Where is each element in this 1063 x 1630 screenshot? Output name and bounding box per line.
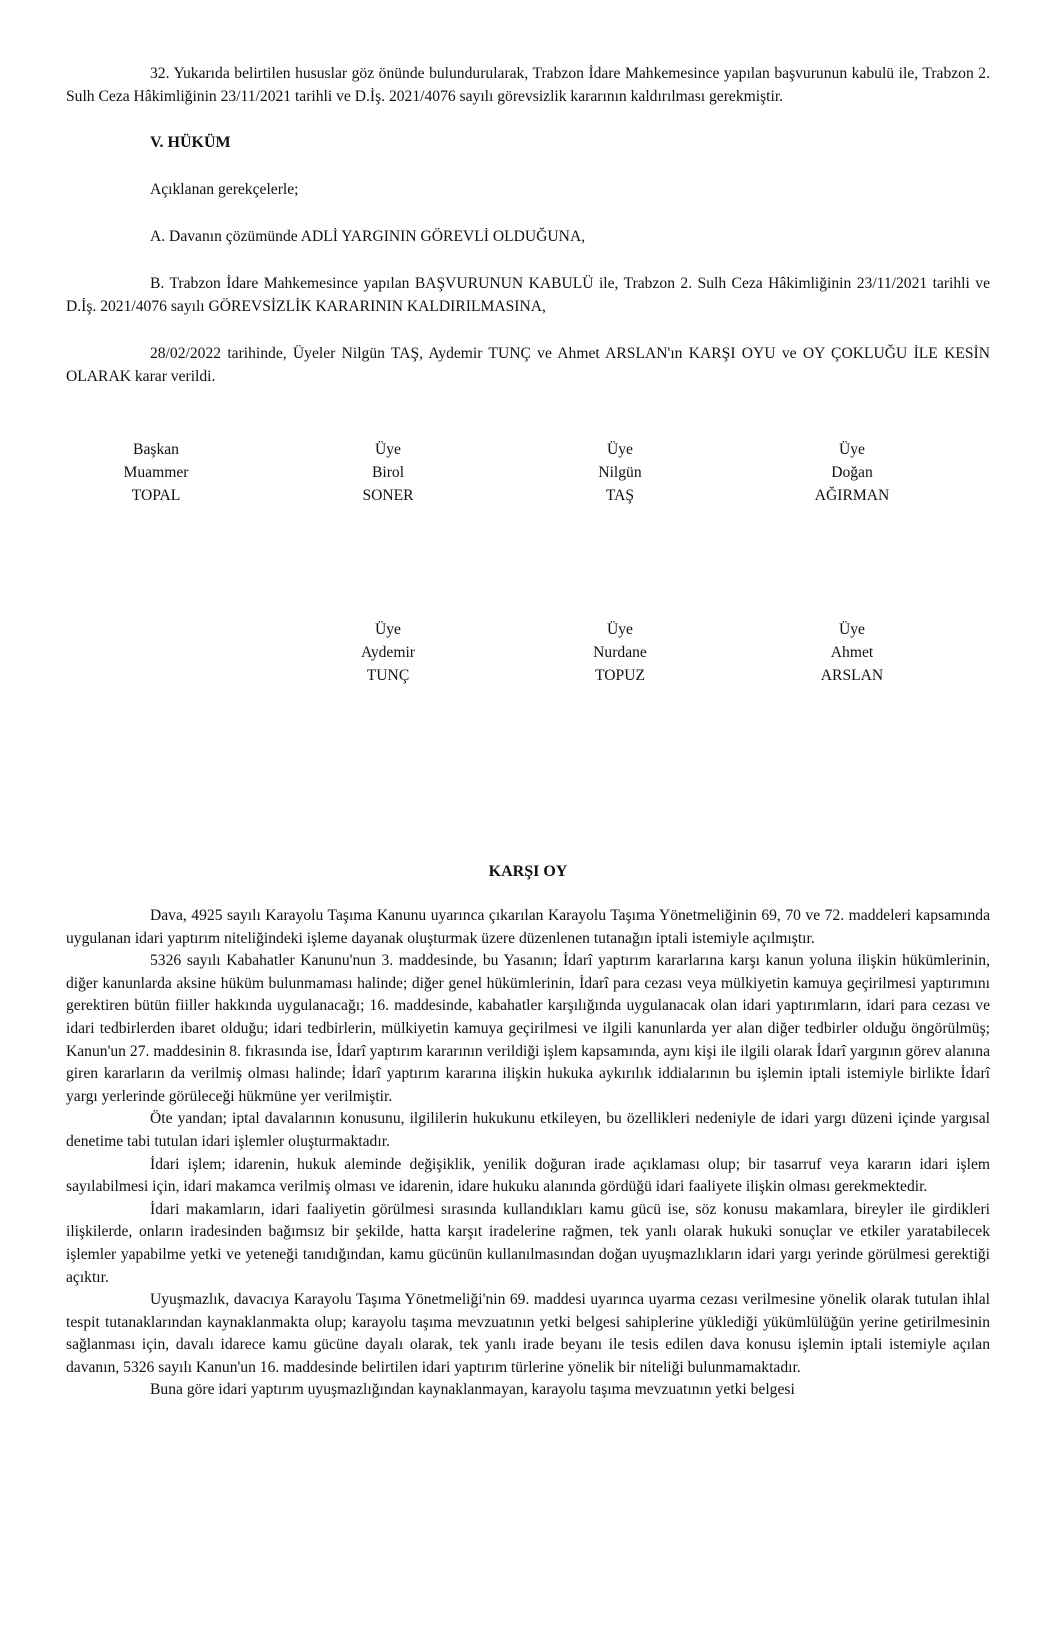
signature-last-name: AĞIRMAN	[814, 487, 890, 504]
hukum-item-a: A. Davanın çözümünde ADLİ YARGININ GÖREVLİ OLDUĞUNA,	[150, 228, 586, 245]
karsi-oy-paragraph: Uyuşmazlık, davacıya Karayolu Taşıma Yönetmeliği'nin 69. maddesi uyarınca uyarma cezası verilmesine yönelik olarak tutulan ihlal tespit tutanaklarından kaynaklanmakta olup; karayolu taşıma mevzuatının yetki belgesi sahiplerine yüklediği yükümlülüğün yerine getirilmesinin sağlanması için, davalı idarece kamu gücüne dayalı olarak, tek yanlı irade beyanı ile tesis edilen dava konusu işlemin iptali istemiyle açılan davanın, 5326 sayılı Kanun'un 16. maddesinde belirtilen idari yaptırım türlerine yönelik bir niteliği bulunmamaktadır.	[66, 1291, 990, 1376]
signature-first-name: Muammer	[123, 464, 189, 481]
signature-block	[772, 438, 932, 507]
signature-first-name: Nurdane	[593, 644, 647, 661]
karsi-oy-paragraph: Dava, 4925 sayılı Karayolu Taşıma Kanunu uyarınca çıkarılan Karayolu Taşıma Yönetmeliğinin 69, 70 ve 72. maddeleri kapsamında uygulanan idari yaptırım niteliğindeki işleme dayanak oluşturmak üzere düzenlenen tutanağın iptali istemiyle açılmıştır.	[66, 907, 990, 947]
signature-first-name: Birol	[371, 464, 405, 481]
document-page	[66, 62, 990, 1402]
hukum-lead: Açıklanan gerekçelerle;	[150, 181, 299, 198]
signature-block	[308, 438, 468, 507]
signature-first-name: Aydemir	[361, 644, 415, 661]
decision-paragraph: 28/02/2022 tarihinde, Üyeler Nilgün TAŞ, Aydemir TUNÇ ve Ahmet ARSLAN'ın KARŞI OYU ve OY ÇOKLUĞU İLE KESİN OLARAK karar verildi.	[66, 345, 990, 385]
signature-role: Üye	[839, 441, 865, 458]
signature-block	[772, 618, 932, 687]
signature-last-name: TOPUZ	[595, 667, 645, 684]
signature-block	[76, 438, 236, 507]
signature-role: Üye	[839, 621, 865, 638]
signature-role: Üye	[607, 441, 633, 458]
karsi-oy-paragraph: Öte yandan; iptal davalarının konusunu, ilgililerin hukukunu etkileyen, bu özellikleri nedeniyle de idari yargı düzeni içinde yargısal denetime tabi tutulan idari işlemler oluşturmaktadır.	[66, 1110, 990, 1150]
karsi-oy-body	[66, 905, 990, 1402]
signature-role: Üye	[375, 621, 401, 638]
signature-last-name: TAŞ	[605, 487, 635, 504]
signature-first-name: Ahmet	[830, 644, 874, 661]
signature-role: Üye	[607, 621, 633, 638]
signatures-row-2	[66, 618, 990, 710]
signature-last-name: TUNÇ	[366, 667, 410, 684]
signature-role: Üye	[375, 441, 401, 458]
karsi-oy-paragraph: İdari makamların, idari faaliyetin görülmesi sırasında kullandıkları kamu gücü ise, söz konusu makamlara, bireyler ile girdikleri ilişkilerde, onların iradesinden bağımsız bir şekilde, hatta karşıt iradelerine rağmen, tek yanlı olarak hukuki sonuçlar ve etkiler yaratabilecek işlemler yapabilme yetki ve yeteneği tanıdığından, kamu gücünün kullanılmasından doğan uyuşmazlıkların idari yargı yerinde görülmesi gerektiği açıktır.	[66, 1200, 990, 1286]
signatures-row-1	[66, 438, 990, 530]
karsi-oy-paragraph: Buna göre idari yaptırım uyuşmazlığından kaynaklanmayan, karayolu taşıma mevzuatının yetki belgesi	[150, 1381, 795, 1399]
hukum-heading: V. HÜKÜM	[150, 134, 231, 151]
signature-first-name: Nilgün	[598, 464, 642, 481]
signature-last-name: ARSLAN	[820, 667, 884, 684]
hukum-item-b: B. Trabzon İdare Mahkemesince yapılan BAŞVURUNUN KABULÜ ile, Trabzon 2. Sulh Ceza Hâkimliğinin 23/11/2021 tarihli ve D.İş. 2021/4076 sayılı GÖREVSİZLİK KARARININ KALDIRILMASINA,	[66, 275, 990, 315]
signature-block	[540, 438, 700, 507]
signature-role: Başkan	[133, 441, 179, 458]
karsi-oy-heading: KARŞI OY	[488, 863, 568, 880]
signature-last-name: SONER	[362, 487, 414, 504]
intro-paragraph: 32. Yukarıda belirtilen hususlar göz önünde bulundurularak, Trabzon İdare Mahkemesince yapılan başvurunun kabulü ile, Trabzon 2. Sulh Ceza Hâkimliğinin 23/11/2021 tarihli ve D.İş. 2021/4076 sayılı görevsizlik kararının kaldırılması gerekmiştir.	[66, 65, 990, 105]
signature-block	[540, 618, 700, 687]
signature-last-name: TOPAL	[131, 487, 181, 504]
signature-first-name: Doğan	[831, 464, 873, 481]
signature-block	[308, 618, 468, 687]
karsi-oy-paragraph: 5326 sayılı Kabahatler Kanunu'nun 3. maddesinde, bu Yasanın; İdarî yaptırım kararlarına karşı kanun yoluna ilişkin hükümlerinin, diğer kanunlarda aksine hüküm bulunmaması halinde; diğer genel hükümlerinin, İdarî para cezası veya mülkiyetin kamuya geçirilmesi yaptırımını gerektiren bütün fiiller hakkında uygulanacağı; 16. maddesinde, kabahatler karşılığında uygulanacak olan idari yaptırımların, idari para cezası ve idari tedbirlerden ibaret olduğu; idari tedbirlerin, mülkiyetin kamuya geçirilmesi ve ilgili kanunlarda yer alan diğer tedbirler olduğu öngörülmüş; Kanun'un 27. maddesinin 8. fıkrasında ise, İdarî yaptırım kararının verildiği işlem kapsamında, aynı kişi ile ilgili olarak İdarî yargının görev alanına giren kararların da verilmiş olması halinde; İdarî yaptırım kararına ilişkin hukuka aykırılık iddialarının bu işlemin iptali istemiyle birlikte İdarî yargı yerlerinde görüleceği hükmüne yer verilmiştir.	[66, 952, 990, 1105]
karsi-oy-paragraph: İdari işlem; idarenin, hukuk aleminde değişiklik, yenilik doğuran irade açıklaması olup; bir tasarruf veya kararın idari işlem sayılabilmesi için, idari makamca verilmiş olması ve idarenin, idare hukuku alanında gördüğü idari faaliyete ilişkin olması gerekmektedir.	[66, 1155, 990, 1196]
